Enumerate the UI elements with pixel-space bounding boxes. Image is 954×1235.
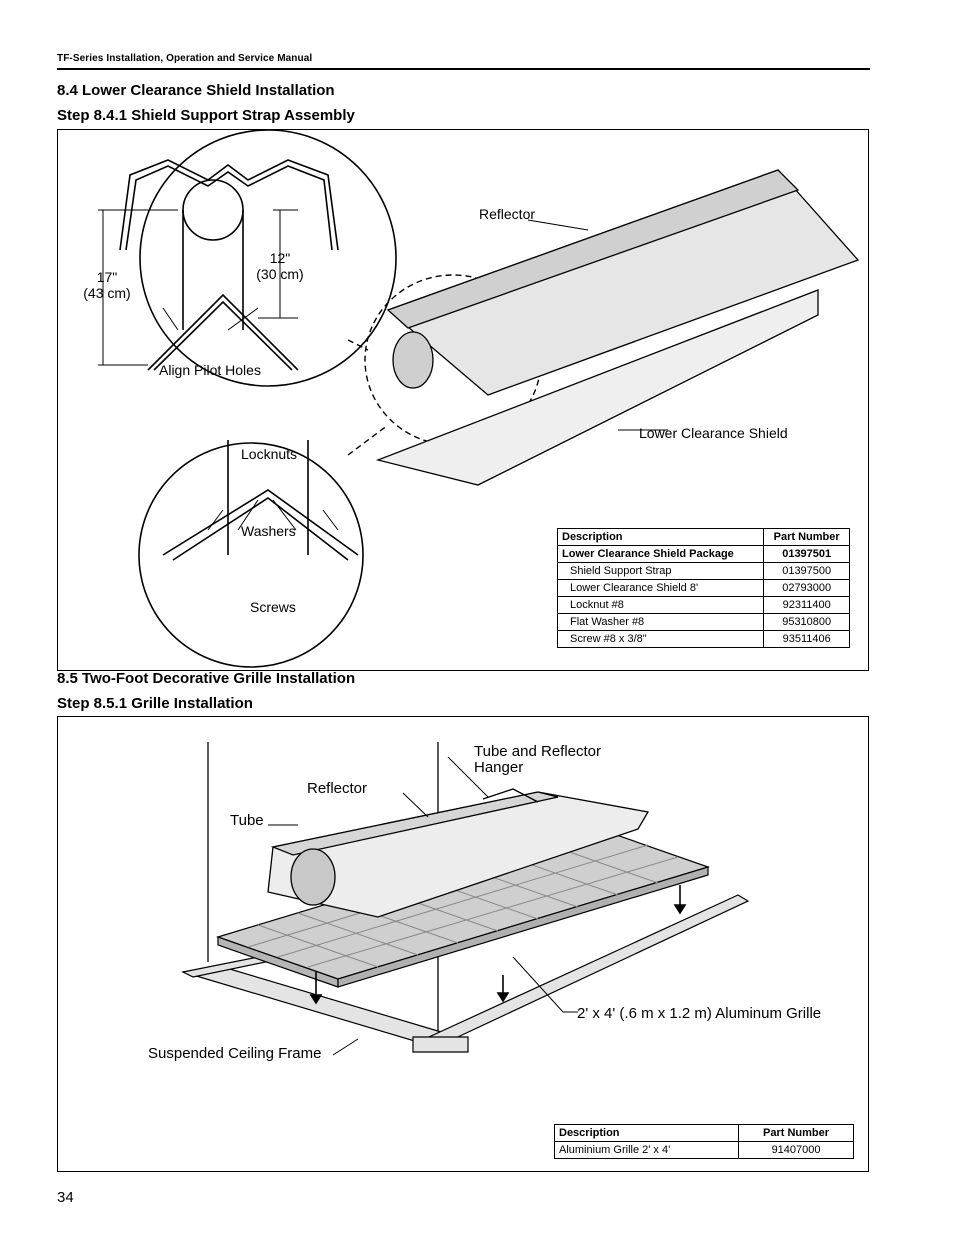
section-title-8-4: 8.4 Lower Clearance Shield Installation [57, 82, 335, 99]
label-reflector-grille-fig: Reflector [307, 780, 368, 797]
dimension-12-cm: (30 cm) [256, 266, 304, 282]
label-washers: Washers [241, 523, 296, 539]
table-cell-part-number: 93511406 [764, 631, 850, 648]
table-row [558, 614, 850, 631]
manual-header: TF-Series Installation, Operation and Service Manual [57, 53, 313, 64]
label-tube: Tube [230, 812, 264, 829]
table-row [558, 580, 850, 597]
figure-shield-assembly [57, 129, 869, 671]
label-screws: Screws [250, 599, 296, 615]
label-aluminum-grille: 2' x 4' (.6 m x 1.2 m) Aluminum Grille [577, 1005, 822, 1022]
figure-grille-installation [57, 716, 869, 1172]
table-header-part-number: Part Number [739, 1125, 854, 1142]
table-cell-part-number: 01397501 [764, 546, 850, 563]
table-header-description: Description [558, 529, 764, 546]
label-dimension-12 [250, 250, 310, 282]
table-cell-description: Aluminium Grille 2' x 4' [555, 1142, 739, 1159]
label-locknuts: Locknuts [241, 446, 298, 462]
label-reflector: Reflector [479, 206, 536, 222]
table-row [558, 631, 850, 648]
table-cell-part-number: 02793000 [764, 580, 850, 597]
page-number: 34 [57, 1189, 74, 1206]
label-tube-reflector-hanger-2: Hanger [474, 759, 524, 776]
label-lower-clearance-shield: Lower Clearance Shield [639, 425, 788, 441]
table-cell-description: Lower Clearance Shield 8' [558, 580, 764, 597]
dimension-17-in: 17" [96, 269, 118, 285]
label-align-pilot-holes: Align Pilot Holes [159, 362, 261, 378]
section-title-8-5: 8.5 Two-Foot Decorative Grille Installation [57, 670, 356, 687]
table-cell-part-number: 95310800 [764, 614, 850, 631]
table-header-part-number: Part Number [764, 529, 850, 546]
table-row [555, 1142, 854, 1159]
table-cell-description: Shield Support Strap [558, 563, 764, 580]
dimension-17-cm: (43 cm) [83, 285, 131, 301]
grille-installation-illustration [58, 717, 870, 1173]
parts-table-shield [557, 528, 850, 648]
dimension-12-in: 12" [269, 250, 291, 266]
table-cell-part-number: 91407000 [739, 1142, 854, 1159]
table-cell-description: Screw #8 x 3/8" [558, 631, 764, 648]
label-tube-reflector-hanger-1: Tube and Reflector [474, 743, 602, 760]
label-suspended-ceiling-frame: Suspended Ceiling Frame [148, 1045, 322, 1062]
table-cell-part-number: 01397500 [764, 563, 850, 580]
table-header-description: Description [555, 1125, 739, 1142]
table-header-row [555, 1125, 854, 1142]
table-row [558, 563, 850, 580]
parts-table-grille [554, 1124, 854, 1159]
label-dimension-17 [72, 269, 142, 301]
step-title-8-4-1: Step 8.4.1 Shield Support Strap Assembly [57, 107, 355, 124]
table-cell-part-number: 92311400 [764, 597, 850, 614]
table-cell-description: Lower Clearance Shield Package [558, 546, 764, 563]
table-row [558, 597, 850, 614]
step-title-8-5-1: Step 8.5.1 Grille Installation [57, 695, 253, 712]
table-cell-description: Locknut #8 [558, 597, 764, 614]
table-header-row [558, 529, 850, 546]
table-row [558, 546, 850, 563]
header-rule [57, 68, 870, 70]
table-cell-description: Flat Washer #8 [558, 614, 764, 631]
